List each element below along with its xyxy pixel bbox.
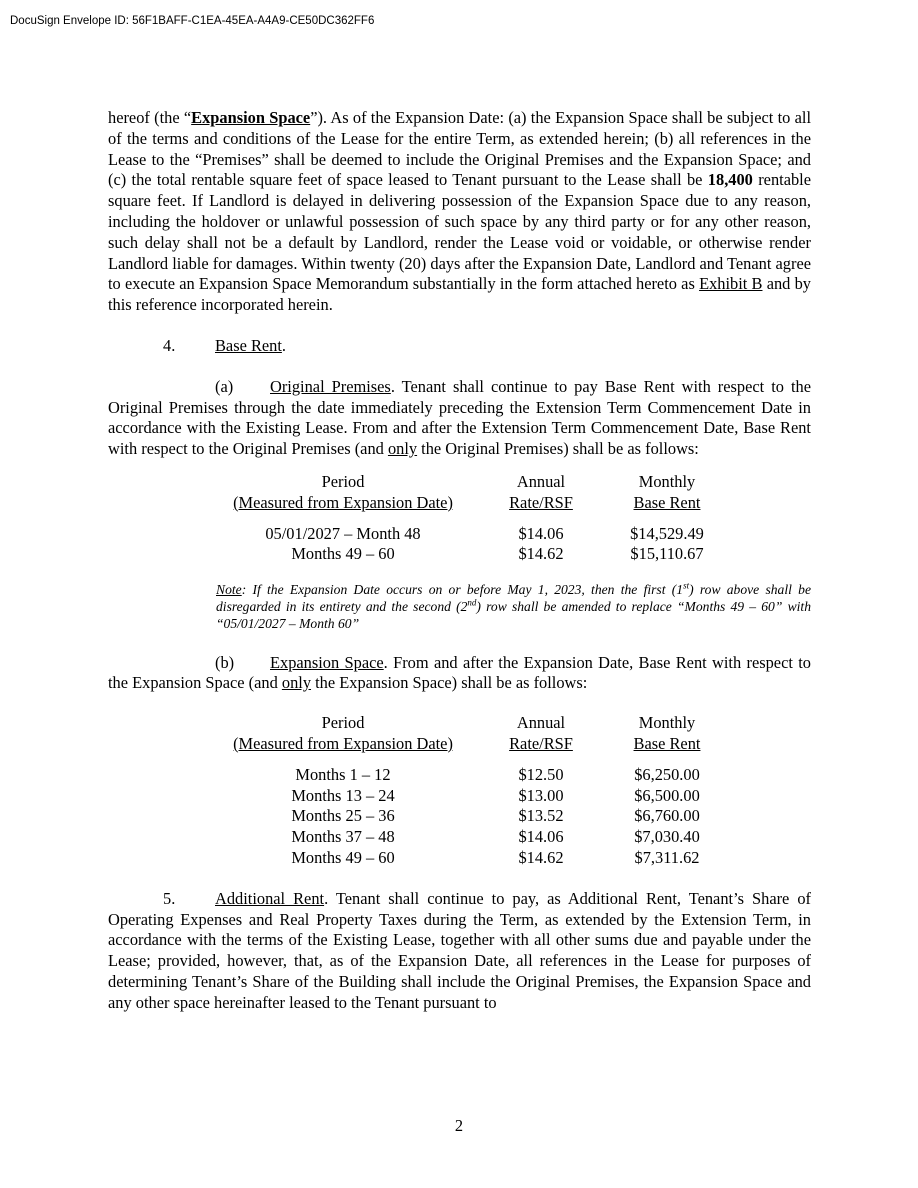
row-rate: $12.50 — [518, 764, 564, 784]
rentable-square-feet: 18,400 — [707, 170, 753, 190]
section-4-number: 4. — [163, 335, 176, 355]
section-4-title-end: . — [281, 335, 287, 355]
table-row — [208, 524, 730, 545]
header-annual: Annual — [516, 713, 566, 733]
section-5-title: Additional Rent — [215, 888, 325, 908]
subsection-a-only: only — [387, 439, 418, 459]
row-rate: $14.06 — [518, 827, 564, 847]
note-text-2: ) row above shall be disregarded in its entirety and the second (2 — [216, 582, 811, 614]
table-row — [208, 848, 730, 869]
table-header-row-2 — [208, 734, 730, 765]
note-paragraph — [216, 582, 811, 632]
row-period: Months 37 – 48 — [291, 827, 395, 847]
subsection-a-text-1: . Tenant shall continue to pay Base Rent with respect to the Original Premises through the date immediately preceding the Extension Term Commencement Date in accordance with the Existing Lease. From and after the Extension Term Commencement Date, Base Rent with respect to the Original Premises (and — [108, 376, 811, 459]
row-monthly: $15,110.67 — [630, 544, 704, 564]
header-base-rent: Base Rent — [633, 492, 701, 512]
header-period-sub: (Measured from Expansion Date) — [233, 492, 453, 512]
subsection-b-label: (b) — [215, 652, 235, 672]
row-rate: $13.52 — [518, 806, 564, 826]
row-period: Months 49 – 60 — [291, 847, 395, 867]
section-5-paragraph — [108, 889, 811, 1014]
table-row — [208, 765, 730, 786]
row-rate: $14.06 — [518, 523, 564, 543]
intro-text-1: hereof (the “ — [108, 108, 192, 127]
note-text-3: ) row shall be amended to replace “Months 49 – 60” with “05/01/2027 – Month 60” — [216, 598, 811, 631]
table-header-row-1 — [208, 713, 730, 734]
table-row — [208, 544, 730, 565]
header-base-rent: Base Rent — [633, 733, 701, 753]
header-rate-rsf: Rate/RSF — [509, 492, 573, 512]
subsection-b-only: only — [281, 673, 312, 693]
header-rate-rsf: Rate/RSF — [509, 733, 573, 753]
intro-text-4: and by this reference incorporated herein. — [108, 274, 811, 315]
row-rate: $13.00 — [518, 785, 564, 805]
row-period: Months 13 – 24 — [291, 785, 395, 805]
note-label: Note — [216, 582, 242, 598]
section-5-text: . Tenant shall continue to pay, as Additional Rent, Tenant’s Share of Operating Expenses and Real Property Taxes during the Term, as extended by the Extension Term, in accordance with the terms of the Existing Lease, together with all other sums due and payable under the Lease; provided, however, that, as of the Expansion Date, all references in the Lease for purposes of determining Tenant’s Share of the Building shall include the Original Premises, the Expansion Space and any other space hereinafter leased to the Tenant pursuant to — [108, 888, 811, 1012]
header-period-sub: (Measured from Expansion Date) — [233, 733, 453, 753]
row-monthly: $6,250.00 — [634, 764, 700, 784]
note-sup-1: st — [683, 580, 690, 591]
table-row — [208, 827, 730, 848]
intro-text-3: rentable square feet. If Landlord is delayed in delivering possession of the Expansion Space due to any reason, including the holdover or unlawful possession of such space by any third party or for any other reason, such delay shall not be a default by Landlord, render the Lease void or voidable, or otherwise render Landlord liable for damages. Within twenty (20) days after the Expansion Date, Landlord and Tenant agree to execute an Expansion Space Memorandum substantially in the form attached hereto as — [108, 170, 811, 294]
header-monthly: Monthly — [638, 471, 696, 491]
section-4-heading — [108, 336, 811, 357]
table-row — [208, 786, 730, 807]
header-period: Period — [321, 471, 365, 491]
section-5-number: 5. — [163, 888, 176, 908]
subsection-b-text-1: . From and after the Expansion Date, Base Rent with respect to the Expansion Space (and — [108, 652, 811, 693]
row-period: Months 49 – 60 — [291, 544, 395, 564]
row-monthly: $6,500.00 — [634, 785, 700, 805]
row-monthly: $7,311.62 — [634, 847, 700, 867]
row-rate: $14.62 — [518, 544, 564, 564]
subsection-b-text-2: the Expansion Space) shall be as follows: — [311, 673, 588, 693]
header-period: Period — [321, 713, 365, 733]
subsection-a-title: Original Premises — [270, 376, 391, 396]
subsection-a-text-2: the Original Premises) shall be as follows: — [417, 439, 699, 459]
row-monthly: $14,529.49 — [630, 523, 704, 543]
row-monthly: $6,760.00 — [634, 806, 700, 826]
header-monthly: Monthly — [638, 713, 696, 733]
intro-paragraph — [108, 108, 811, 316]
docusign-envelope-id: DocuSign Envelope ID: 56F1BAFF-C1EA-45EA-A4A9-CE50DC362FF6 — [10, 15, 375, 27]
row-monthly: $7,030.40 — [634, 827, 700, 847]
header-annual: Annual — [516, 471, 566, 491]
exhibit-b-reference: Exhibit B — [699, 274, 763, 294]
expansion-space-rent-table — [208, 713, 730, 869]
page-number: 2 — [454, 1116, 464, 1135]
section-4-title: Base Rent — [215, 335, 282, 355]
subsection-b-title: Expansion Space — [270, 652, 384, 672]
row-period: 05/01/2027 – Month 48 — [265, 523, 421, 543]
note-sup-2: nd — [467, 597, 477, 608]
document-body — [108, 108, 811, 1013]
table-row — [208, 806, 730, 827]
subsection-a-paragraph — [108, 377, 811, 460]
intro-text-2: ”). As of the Expansion Date: (a) the Expansion Space shall be subject to all of the terms and conditions of the Lease for the entire Term, as extended herein; (b) all references in the Lease to the “Premises” shall be deemed to include the Original Premises and the Expansion Space; and (c) the total rentable square feet of space leased to Tenant pursuant to the Lease shall be — [108, 108, 811, 190]
note-text-1: : If the Expansion Date occurs on or before May 1, 2023, then the first (1 — [241, 582, 684, 598]
original-premises-rent-table — [208, 472, 730, 565]
row-period: Months 25 – 36 — [291, 806, 395, 826]
subsection-a-label: (a) — [215, 376, 234, 396]
table-header-row-1 — [208, 472, 730, 493]
table-header-row-2 — [208, 493, 730, 524]
subsection-b-paragraph — [108, 653, 811, 695]
row-period: Months 1 – 12 — [295, 764, 391, 784]
row-rate: $14.62 — [518, 847, 564, 867]
expansion-space-term: Expansion Space — [191, 108, 311, 127]
